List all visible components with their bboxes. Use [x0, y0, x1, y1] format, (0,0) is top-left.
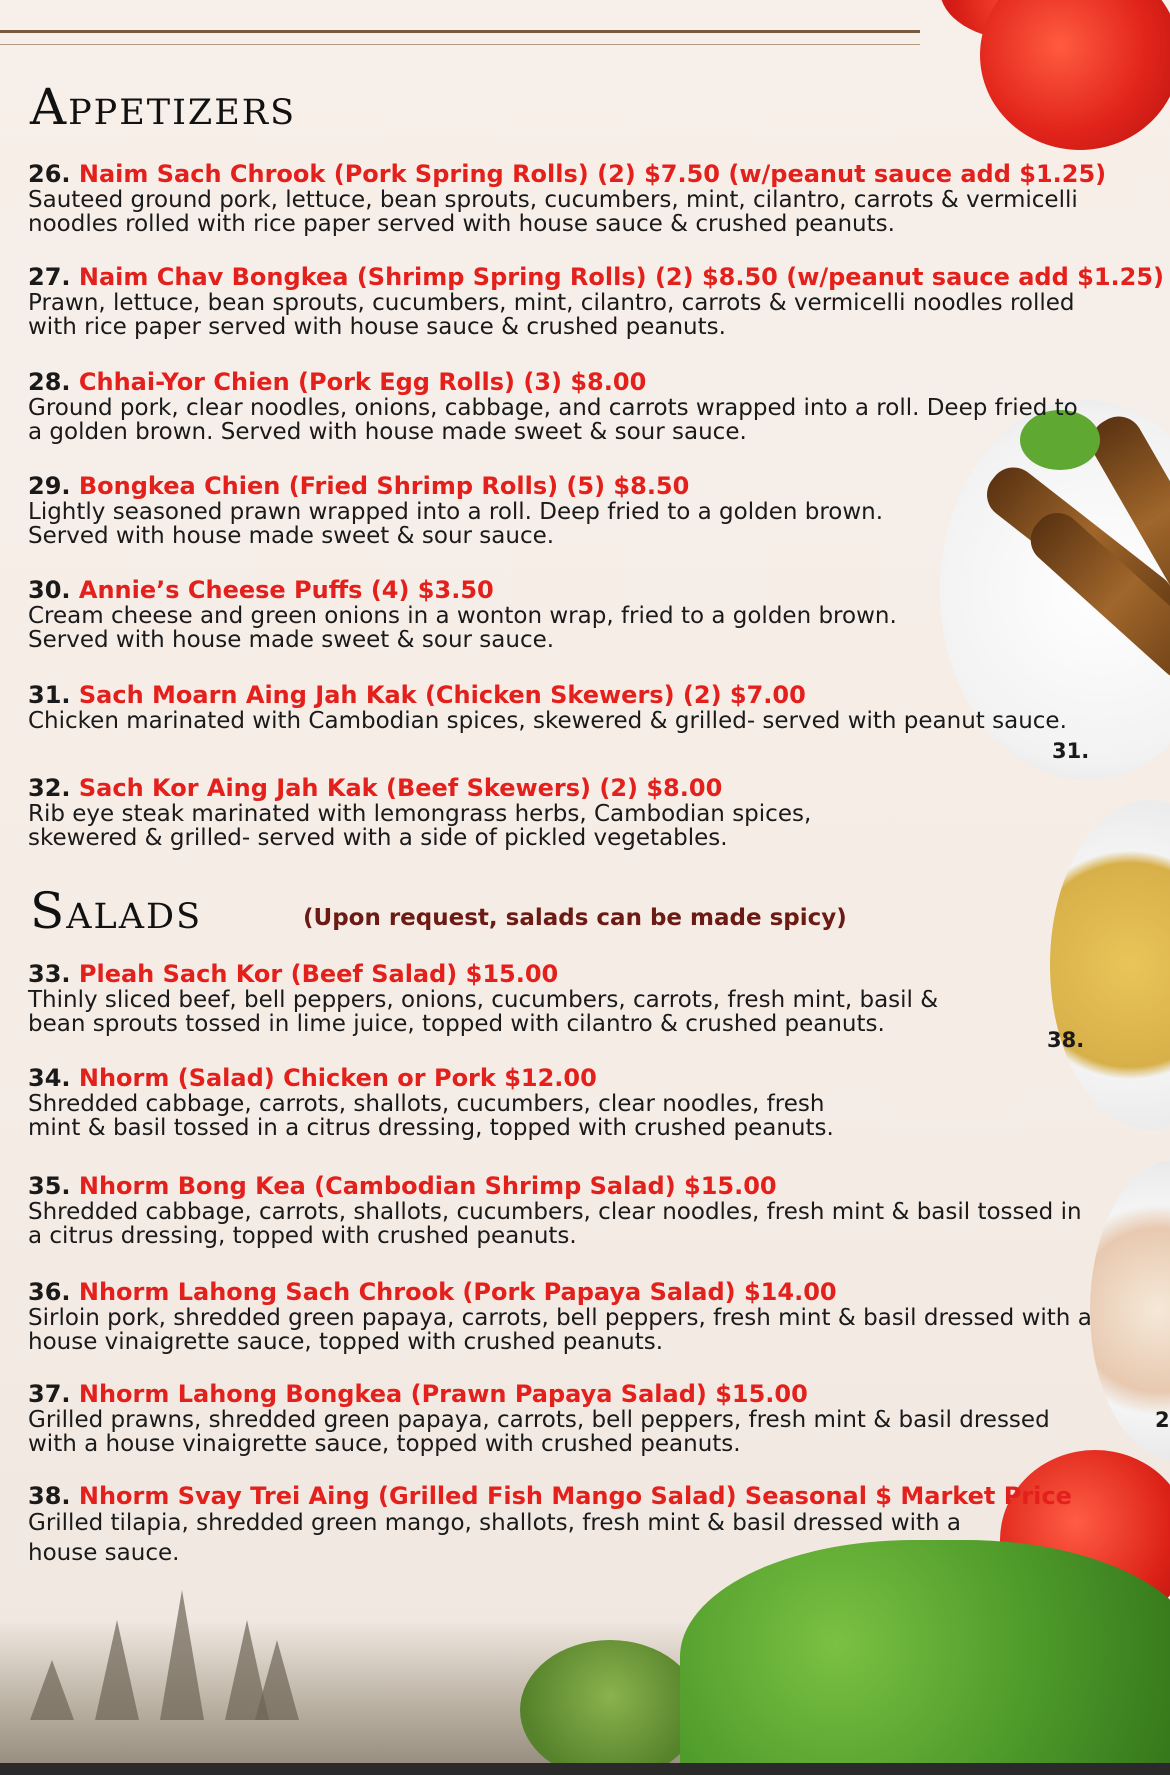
item-title [28, 960, 1098, 988]
item-title [28, 1380, 1098, 1408]
item-title [28, 1064, 1098, 1092]
item-title [28, 368, 1098, 396]
item-title [28, 160, 1107, 188]
menu-item [28, 1278, 1098, 1354]
photo-label: 38. [1047, 1028, 1085, 1052]
divider [0, 44, 920, 45]
item-name-price: Sach Moarn Aing Jah Kak (Chicken Skewers) (2) $7.00 [78, 681, 806, 709]
salads-note: (Upon request, salads can be made spicy) [303, 905, 847, 931]
item-description: Thinly sliced beef, bell peppers, onions, cucumbers, carrots, fresh mint, basil & bean sprouts tossed in lime juice, topped with cilantro & crushed peanuts. [28, 987, 939, 1037]
menu-item [28, 160, 1107, 237]
menu-item [28, 681, 1098, 733]
item-number: 33. [28, 960, 71, 988]
item-title [28, 681, 1098, 709]
menu-item [28, 1064, 1098, 1140]
item-description: Grilled prawns, shredded green papaya, carrots, bell peppers, fresh mint & basil dressed with a house vinaigrette sauce, topped with crushed peanuts. [28, 1407, 1050, 1457]
item-description: Prawn, lettuce, bean sprouts, cucumbers, mint, cilantro, carrots & vermicelli noodles rolled with rice paper served with house sauce & crushed peanuts. [28, 290, 1075, 340]
item-name-price: Nhorm Svay Trei Aing (Grilled Fish Mango Salad) Seasonal $ Market Price [78, 1482, 1072, 1510]
item-name-price: Naim Sach Chrook (Pork Spring Rolls) (2) $7.50 (w/peanut sauce add $1.25) [78, 160, 1107, 188]
bottom-bar [0, 1763, 1170, 1775]
vegetables-image [680, 1540, 1170, 1775]
item-title [28, 1172, 1098, 1200]
item-name-price: Chhai-Yor Chien (Pork Egg Rolls) (3) $8.00 [78, 368, 647, 396]
item-number: 27. [28, 263, 71, 291]
item-number: 35. [28, 1172, 71, 1200]
item-description: Lightly seasoned prawn wrapped into a roll. Deep fried to a golden brown. Served with house made sweet & sour sauce. [28, 499, 884, 549]
item-description: Rib eye steak marinated with lemongrass herbs, Cambodian spices, skewered & grilled- served with a side of pickled vegetables. [28, 801, 812, 851]
section-heading-appetizers: Appetizers [30, 78, 297, 136]
item-number: 29. [28, 472, 71, 500]
photo-label: 31. [1052, 739, 1090, 763]
item-name-price: Bongkea Chien (Fried Shrimp Rolls) (5) $8.50 [78, 472, 690, 500]
item-title [28, 576, 1098, 604]
item-number: 37. [28, 1380, 71, 1408]
item-name-price: Annie’s Cheese Puffs (4) $3.50 [78, 576, 494, 604]
item-description: Shredded cabbage, carrots, shallots, cucumbers, clear noodles, fresh mint & basil tossed in a citrus dressing, topped with crushed peanuts. [28, 1091, 834, 1141]
item-name-price: Naim Chav Bongkea (Shrimp Spring Rolls) (2) $8.50 (w/peanut sauce add $1.25) [78, 263, 1164, 291]
menu-item [28, 263, 1164, 340]
menu-item [28, 472, 1098, 548]
item-title [28, 472, 1098, 500]
item-description: Ground pork, clear noodles, onions, cabbage, and carrots wrapped into a roll. Deep fried to a golden brown. Served with house made sweet & sour sauce. [28, 395, 1078, 445]
item-description: Shredded cabbage, carrots, shallots, cucumbers, clear noodles, fresh mint & basil tossed in a citrus dressing, topped with crushed peanuts. [28, 1199, 1082, 1249]
item-title [28, 1278, 1098, 1306]
item-description: Cream cheese and green onions in a wonton wrap, fried to a golden brown. Served with house made sweet & sour sauce. [28, 603, 897, 653]
item-name-price: Nhorm (Salad) Chicken or Pork $12.00 [78, 1064, 597, 1092]
item-number: 28. [28, 368, 71, 396]
item-number: 36. [28, 1278, 71, 1306]
item-title [28, 263, 1164, 291]
tomato-image [980, 0, 1170, 150]
item-name-price: Nhorm Lahong Bongkea (Prawn Papaya Salad) $15.00 [78, 1380, 808, 1408]
item-number: 26. [28, 160, 71, 188]
photo-label: 2 [1155, 1408, 1170, 1432]
divider [0, 30, 920, 33]
menu-item [28, 368, 1098, 444]
menu-item [28, 774, 1098, 850]
item-number: 31. [28, 681, 71, 709]
item-description: Chicken marinated with Cambodian spices, skewered & grilled- served with peanut sauce. [28, 708, 1067, 734]
item-name-price: Nhorm Lahong Sach Chrook (Pork Papaya Salad) $14.00 [78, 1278, 837, 1306]
item-title [28, 774, 1098, 802]
item-number: 34. [28, 1064, 71, 1092]
item-name-price: Nhorm Bong Kea (Cambodian Shrimp Salad) $15.00 [78, 1172, 777, 1200]
menu-item [28, 960, 1098, 1036]
item-description: Sauteed ground pork, lettuce, bean sprouts, cucumbers, mint, cilantro, carrots & vermicelli noodles rolled with rice paper served with house sauce & crushed peanuts. [28, 187, 1078, 237]
menu-item [28, 1484, 1098, 1568]
section-heading-salads: Salads [30, 882, 203, 940]
item-number: 30. [28, 576, 71, 604]
broccoli-image [520, 1640, 700, 1775]
item-number: 38. [28, 1482, 71, 1510]
item-description: Grilled tilapia, shredded green mango, shallots, fresh mint & basil dressed with a house sauce. [28, 1510, 961, 1566]
item-name-price: Pleah Sach Kor (Beef Salad) $15.00 [78, 960, 559, 988]
item-description: Sirloin pork, shredded green papaya, carrots, bell peppers, fresh mint & basil dressed with a house vinaigrette sauce, topped with crushed peanuts. [28, 1305, 1092, 1355]
menu-item [28, 1380, 1098, 1456]
menu-item [28, 1172, 1098, 1248]
menu-item [28, 576, 1098, 652]
item-name-price: Sach Kor Aing Jah Kak (Beef Skewers) (2) $8.00 [78, 774, 723, 802]
item-title [28, 1484, 1098, 1508]
item-number: 32. [28, 774, 71, 802]
